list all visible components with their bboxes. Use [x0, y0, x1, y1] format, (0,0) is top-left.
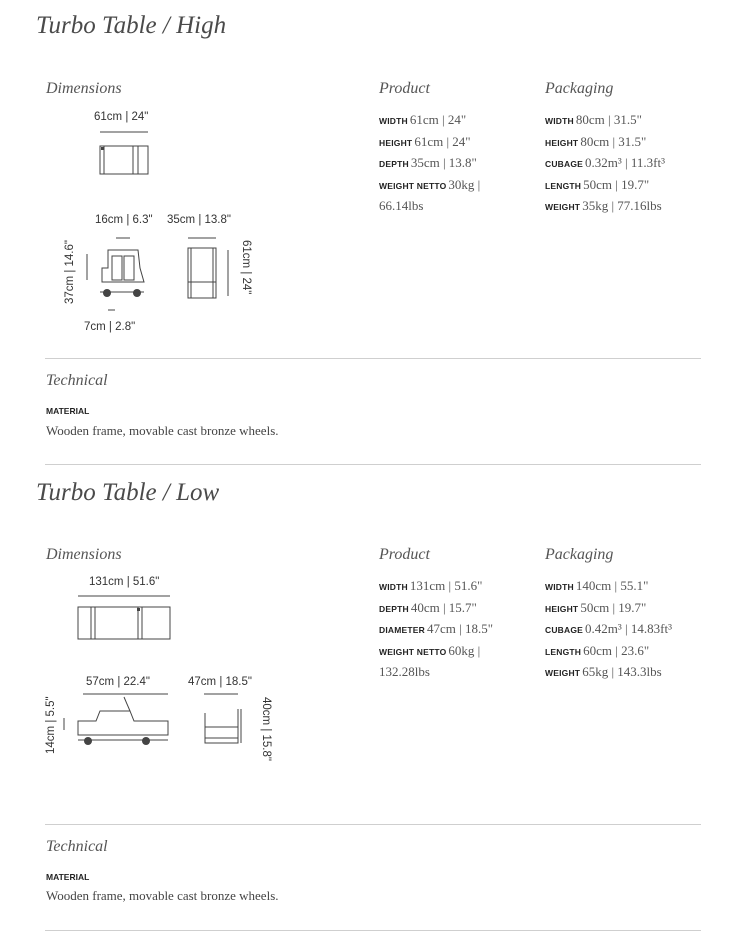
front-view-outline — [188, 248, 216, 298]
spec-value: 65kg | 143.3lbs — [582, 664, 662, 679]
spec-value: 60cm | 23.6" — [583, 642, 650, 658]
spec-label: CUBAGE — [545, 159, 584, 169]
side-view-window — [124, 256, 134, 280]
spec-row — [379, 153, 549, 175]
spec-value: 50cm | 19.7" — [583, 176, 650, 192]
spec-row — [545, 619, 715, 641]
spec-label: HEIGHT — [545, 137, 579, 148]
divider — [45, 930, 701, 931]
spec-value: 47cm | 18.5" — [427, 621, 494, 636]
technical-heading-low: Technical — [46, 838, 108, 855]
spec-row — [545, 641, 715, 663]
spec-value: 0.42m³ | 14.83ft³ — [585, 621, 672, 636]
spec-row — [379, 175, 499, 217]
dim-front-height-low: 40cm | 15.8" — [260, 697, 272, 761]
packaging-heading-low: Packaging — [545, 546, 614, 563]
spec-label: DEPTH — [379, 603, 409, 614]
spec-label: WIDTH — [379, 582, 408, 592]
spec-label: WEIGHT — [545, 202, 581, 212]
dim-side-height-high: 37cm | 14.6" — [64, 240, 76, 304]
dimensions-heading-low: Dimensions — [46, 546, 122, 563]
spec-value: 61cm | 24" — [409, 112, 467, 127]
spec-value: 80cm | 31.5" — [575, 112, 642, 127]
spec-label: DIAMETER — [379, 625, 425, 635]
spec-row — [545, 132, 715, 154]
spec-row — [379, 576, 549, 598]
spec-row — [545, 662, 715, 684]
spec-row — [379, 132, 549, 154]
spec-value: 140cm | 55.1" — [575, 578, 649, 593]
spec-label: WEIGHT — [545, 668, 581, 678]
side-view-outline — [78, 711, 168, 735]
dim-front-width-high: 35cm | 13.8" — [167, 214, 231, 226]
product-specs-low — [379, 576, 549, 683]
top-view-marker — [137, 608, 140, 611]
spec-label: WIDTH — [545, 582, 574, 592]
product-specs-high — [379, 110, 549, 217]
spec-value: 60kg | 132.28lbs — [379, 642, 481, 679]
spec-row — [545, 576, 715, 598]
top-view-outline — [78, 607, 170, 639]
spec-row — [545, 175, 715, 197]
spec-label: WIDTH — [545, 116, 574, 126]
spec-label: CUBAGE — [545, 625, 584, 635]
side-view-flag — [124, 697, 130, 711]
technical-heading-high: Technical — [46, 372, 108, 389]
spec-label: HEIGHT — [545, 603, 579, 614]
product-heading-low: Product — [379, 546, 430, 563]
dim-front-height-high: 61cm | 24" — [240, 240, 252, 295]
wheel-icon — [133, 289, 141, 297]
side-view-window — [112, 256, 122, 280]
spec-label: HEIGHT — [379, 137, 413, 148]
spec-value: 30kg | 66.14lbs — [379, 176, 481, 213]
packaging-specs-low — [545, 576, 715, 684]
spec-label: WEIGHT NETTO — [379, 646, 447, 657]
dim-wheel-high: 7cm | 2.8" — [84, 321, 136, 333]
spec-row — [379, 619, 549, 641]
wheel-icon — [142, 737, 150, 745]
top-view-outline — [100, 146, 148, 174]
spec-value: 40cm | 15.7" — [410, 599, 477, 615]
spec-row — [379, 110, 549, 132]
spec-label: DEPTH — [379, 159, 409, 169]
dimensions-heading-high: Dimensions — [46, 80, 122, 97]
dim-side-height-low: 14cm | 5.5" — [45, 696, 57, 754]
spec-row — [545, 110, 715, 132]
dim-top-width-high: 61cm | 24" — [94, 111, 149, 123]
spec-value: 0.32m³ | 11.3ft³ — [585, 155, 666, 170]
spec-value: 131cm | 51.6" — [409, 578, 483, 593]
section-title-high: Turbo Table / High — [36, 12, 227, 39]
spec-label: WEIGHT NETTO — [379, 180, 447, 191]
spec-row — [379, 598, 549, 620]
dim-top-width-low: 131cm | 51.6" — [89, 576, 160, 588]
dim-side-length-high: 16cm | 6.3" — [95, 214, 153, 226]
material-text-high: Wooden frame, movable cast bronze wheels. — [46, 423, 279, 438]
spec-value: 80cm | 31.5" — [580, 133, 647, 149]
spec-value: 61cm | 24" — [414, 133, 471, 149]
wheel-icon — [84, 737, 92, 745]
packaging-heading-high: Packaging — [545, 80, 614, 97]
side-view-outline — [102, 250, 144, 282]
divider — [45, 464, 701, 465]
spec-label: LENGTH — [545, 180, 582, 191]
material-label-high: MATERIAL — [46, 406, 90, 416]
divider — [45, 358, 701, 359]
packaging-specs-high — [545, 110, 715, 218]
dim-side-length-low: 57cm | 22.4" — [86, 676, 150, 688]
spec-row — [545, 153, 715, 175]
spec-label: WIDTH — [379, 116, 408, 126]
product-heading-high: Product — [379, 80, 430, 97]
spec-row — [379, 641, 499, 683]
spec-row — [545, 598, 715, 620]
wheel-icon — [103, 289, 111, 297]
divider — [45, 824, 701, 825]
technical-drawing-high — [60, 120, 260, 320]
spec-value: 35cm | 13.8" — [410, 155, 477, 170]
material-text-low: Wooden frame, movable cast bronze wheels. — [46, 888, 279, 903]
top-view-marker — [101, 147, 104, 150]
spec-value: 50cm | 19.7" — [580, 599, 647, 615]
dim-front-width-low: 47cm | 18.5" — [188, 676, 252, 688]
section-title-low: Turbo Table / Low — [36, 479, 220, 506]
material-label-low: MATERIAL — [46, 872, 90, 882]
technical-drawing-low — [50, 585, 270, 760]
spec-label: LENGTH — [545, 646, 582, 657]
spec-row — [545, 196, 715, 218]
spec-value: 35kg | 77.16lbs — [582, 198, 662, 213]
